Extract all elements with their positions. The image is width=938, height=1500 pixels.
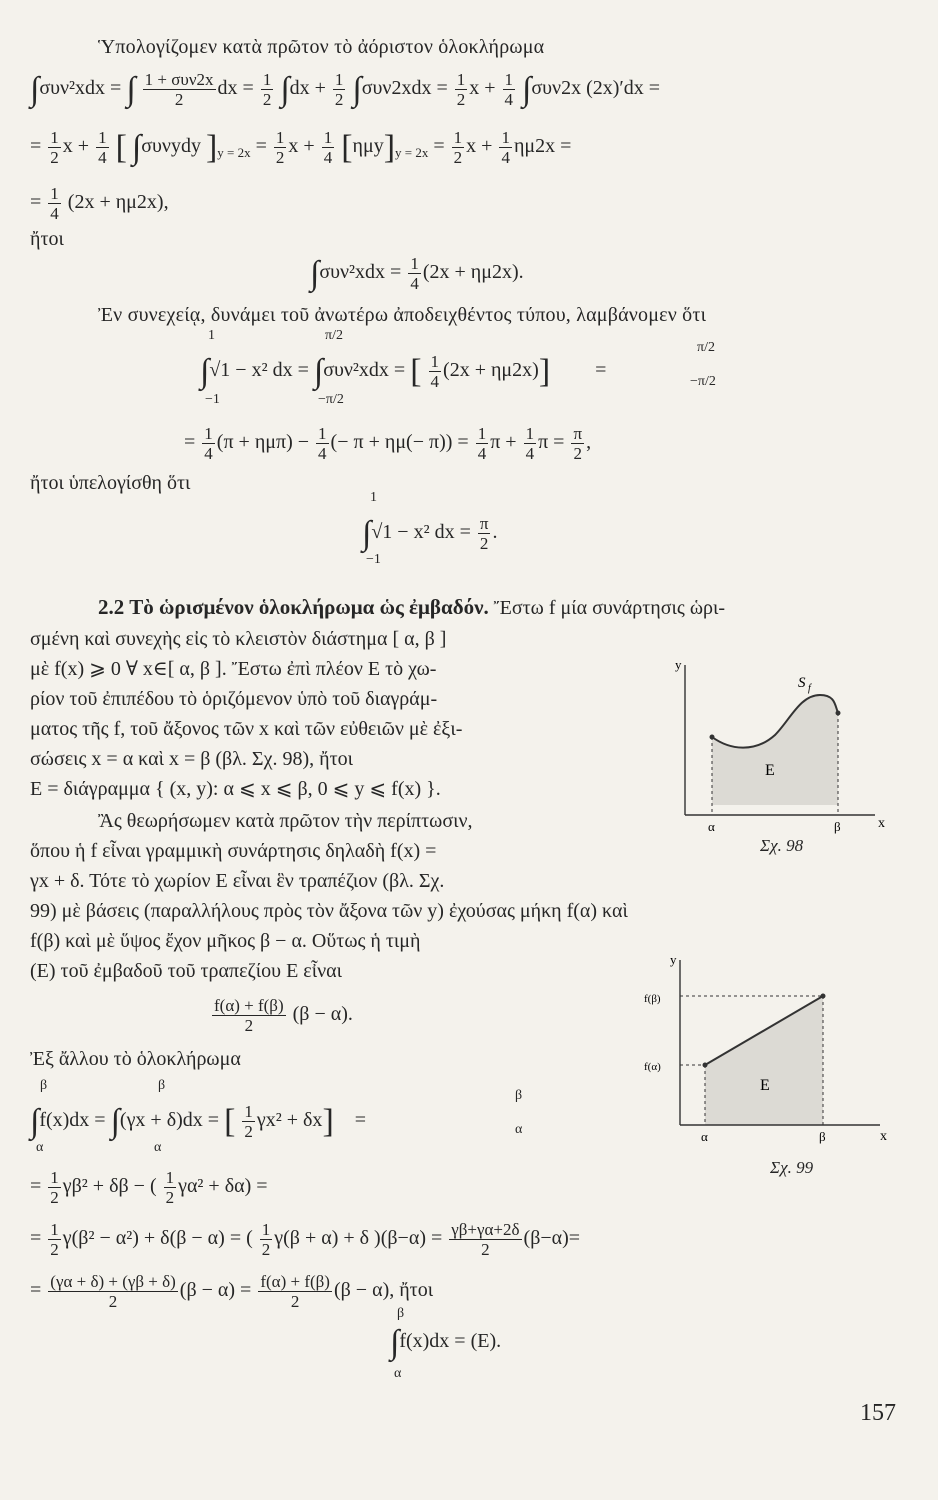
eq-part: = bbox=[595, 359, 607, 382]
numerator: 1 bbox=[261, 1220, 271, 1239]
integral-sign: ∫ bbox=[522, 71, 532, 109]
denominator: 4 bbox=[318, 444, 327, 463]
numerator: π bbox=[479, 514, 489, 533]
eq-part: συν²xdx = bbox=[323, 359, 411, 382]
upper-limit: 1 bbox=[208, 328, 215, 343]
section-title: Τὸ ὡρισμένον ὁλοκλήρωμα ὡς ἐμβαδόν. bbox=[129, 595, 489, 619]
denominator: 2 bbox=[108, 1292, 118, 1311]
fraction bbox=[455, 70, 468, 109]
eq-part: π + bbox=[490, 431, 522, 454]
equation-line-6: = $\frac{1}{4}$ (π + ημπ) − $\frac{1}{4}$ (− π + ημ(− π)) = $\frac{1}{4}$ π + $\frac{1}{4}$ π = $\frac{\pi}{2}$ , bbox=[184, 424, 592, 463]
upper-limit: β bbox=[397, 1306, 405, 1321]
equation-line-13 bbox=[390, 1324, 502, 1361]
denominator: 4 bbox=[501, 148, 510, 167]
lower-limit: −π/2 bbox=[690, 374, 716, 389]
eq-part: ημ2x = bbox=[513, 135, 572, 158]
fraction bbox=[258, 1272, 332, 1311]
eq-part: (β − α). bbox=[292, 1003, 353, 1026]
f-beta-label: f(β) bbox=[644, 993, 661, 1005]
fraction bbox=[322, 128, 335, 167]
numerator: 1 bbox=[504, 70, 514, 89]
figure-99 bbox=[640, 950, 900, 1150]
numerator: f(α) + f(β) bbox=[214, 996, 284, 1015]
fraction bbox=[429, 352, 442, 391]
equation-line-4 bbox=[310, 254, 524, 293]
area-label: E bbox=[760, 1077, 770, 1094]
area-fill bbox=[712, 695, 838, 805]
beta-label: β bbox=[834, 819, 841, 834]
denominator: 2 bbox=[290, 1292, 300, 1311]
section-heading-line bbox=[98, 594, 725, 621]
integral-sign: ∫ bbox=[362, 515, 372, 553]
fraction bbox=[260, 1220, 273, 1259]
numerator: (γα + δ) + (γβ + δ) bbox=[50, 1272, 176, 1291]
denominator: 4 bbox=[430, 372, 440, 391]
numerator: π bbox=[573, 424, 583, 443]
itoi-text: ἤτοι bbox=[30, 228, 64, 250]
fraction bbox=[242, 1102, 255, 1141]
bracket-right: ] bbox=[205, 129, 218, 167]
denominator: 2 bbox=[50, 1188, 59, 1207]
fraction bbox=[48, 184, 61, 223]
eq-part: x + bbox=[62, 135, 95, 158]
eq-part: συν2xdx = bbox=[361, 77, 453, 100]
alpha-label: α bbox=[701, 1129, 708, 1144]
paragraph-line: E = διάγραμμα { (x, y): α ⩽ x ⩽ β, 0 ⩽ y ⩽ f(x) }. bbox=[30, 778, 441, 800]
fraction bbox=[164, 1168, 177, 1207]
denominator: 4 bbox=[204, 444, 213, 463]
fraction bbox=[48, 1220, 61, 1259]
eq-part: f(x)dx = bbox=[39, 1109, 111, 1132]
eq-part: f(x)dx = (E). bbox=[399, 1330, 502, 1352]
denominator: 2 bbox=[481, 1240, 490, 1259]
paragraph-line: (E) τοῦ ἐμβαδοῦ τοῦ τραπεζίου E εἶναι bbox=[30, 960, 342, 982]
eq-part: (2x + ημ2x) bbox=[443, 359, 539, 382]
paragraph-line: ὅπου ἡ f εἶναι γραμμικὴ συνάρτησις δηλαδὴ f(x) = bbox=[30, 840, 437, 862]
numerator: 1 bbox=[98, 128, 107, 147]
integral-sign: ∫ bbox=[313, 353, 324, 391]
fraction bbox=[48, 128, 61, 167]
eq-part: x + bbox=[466, 135, 498, 158]
paragraph-line: ρίον τοῦ ἐπιπέδου τὸ ὁριζόμενον ὑπὸ τοῦ διαγράμ- bbox=[30, 688, 438, 710]
denominator: 4 bbox=[504, 90, 514, 109]
lower-limit: −1 bbox=[205, 392, 220, 407]
fraction bbox=[524, 424, 537, 463]
eq-part: (2x + ημ2x). bbox=[422, 261, 524, 284]
upper-limit: β bbox=[515, 1088, 523, 1103]
curve-label: S bbox=[798, 675, 806, 691]
eq-part: x + bbox=[288, 135, 320, 158]
beta-label: β bbox=[819, 1129, 826, 1144]
denominator: 2 bbox=[573, 444, 583, 463]
equation-line-11 bbox=[30, 1220, 580, 1259]
denominator: 4 bbox=[50, 204, 59, 223]
denominator: 4 bbox=[525, 444, 535, 463]
eq-part: γx² + δx bbox=[256, 1109, 323, 1132]
fraction bbox=[48, 1272, 178, 1311]
bracket-left: [ bbox=[341, 129, 353, 167]
numerator: 1 bbox=[501, 128, 510, 147]
upper-limit: π/2 bbox=[325, 328, 343, 343]
intro-text: Ὑπολογίζομεν κατὰ πρῶτον τὸ ἀόριστον ὁλοκλήρωμα bbox=[98, 36, 545, 58]
fraction bbox=[503, 70, 516, 109]
section-number: 2.2 bbox=[98, 595, 125, 619]
lower-limit: −π/2 bbox=[318, 392, 344, 407]
point-b bbox=[821, 994, 826, 999]
fraction bbox=[571, 424, 584, 463]
eq-part: (2x + ημ2x), bbox=[67, 191, 169, 214]
y-label: y bbox=[675, 657, 682, 672]
fraction bbox=[261, 70, 274, 109]
eq-part: = bbox=[255, 135, 272, 158]
fraction bbox=[274, 128, 287, 167]
subscript: y = 2x bbox=[217, 145, 251, 161]
denominator: 2 bbox=[479, 534, 489, 553]
paragraph-line: Ἂς θεωρήσωμεν κατὰ πρῶτον τὴν περίπτωσιν, bbox=[98, 810, 473, 832]
paragraph-line: ματος τῆς f, τοῦ ἄξονος τῶν x καὶ τῶν εὐθειῶν μὲ ἐξι- bbox=[30, 718, 463, 740]
equation-line-1 bbox=[30, 70, 660, 109]
f-alpha-label: f(α) bbox=[644, 1061, 661, 1073]
curve-subscript: f bbox=[808, 683, 811, 694]
fraction bbox=[476, 424, 489, 463]
lower-limit: α bbox=[36, 1140, 44, 1155]
paragraph-line: σμένη καὶ συνεχὴς εἰς τὸ κλειστὸν διάστημα [ α, β ] bbox=[30, 628, 447, 650]
numerator: 1 bbox=[165, 1168, 175, 1187]
eq-part: = bbox=[30, 135, 47, 158]
denominator: 4 bbox=[410, 274, 419, 293]
eq-part: γ(β² − α²) + δ(β − α) = ( bbox=[62, 1227, 258, 1250]
x-label: x bbox=[878, 816, 885, 831]
lower-limit: α bbox=[394, 1366, 402, 1381]
paragraph-line: μὲ f(x) ⩾ 0 ∀ x∈[ α, β ]. Ἔστω ἐπὶ πλέον E τὸ χω- bbox=[30, 658, 437, 680]
eq-part: γα² + δα) = bbox=[178, 1175, 268, 1198]
numerator: 1 bbox=[318, 424, 327, 443]
denominator: 2 bbox=[165, 1188, 175, 1207]
integral-sign: ∫ bbox=[352, 71, 362, 109]
fraction bbox=[499, 128, 512, 167]
eq-part: (− π + ημ(− π)) = bbox=[330, 431, 474, 454]
equation-line-7: ∫√1 − x² dx = $\frac{\pi}{2}$ . bbox=[362, 514, 498, 553]
fraction bbox=[143, 70, 216, 109]
denominator: 2 bbox=[244, 1122, 253, 1141]
area-fill bbox=[705, 996, 823, 1125]
numerator: 1 bbox=[334, 70, 344, 89]
numerator: 1 bbox=[453, 128, 463, 147]
numerator: 1 bbox=[50, 184, 59, 203]
lower-limit: −1 bbox=[366, 552, 381, 567]
eq-part: = bbox=[184, 431, 201, 454]
denominator: 2 bbox=[50, 148, 59, 167]
figure-98 bbox=[660, 655, 900, 835]
eq-part: dx = bbox=[217, 77, 259, 100]
eq-part: γβ² + δβ − ( bbox=[62, 1175, 157, 1198]
eq-part: (β − α), ἤτοι bbox=[333, 1279, 434, 1302]
eq-part: = bbox=[433, 135, 450, 158]
upper-limit: β bbox=[158, 1078, 166, 1093]
eq-part: γ(β + α) + δ )(β−α) = bbox=[274, 1227, 448, 1250]
fraction bbox=[48, 1168, 61, 1207]
integral-sign: ∫ bbox=[280, 71, 290, 109]
paragraph-line: Ἐξ ἄλλου τὸ ὁλοκλήρωμα bbox=[30, 1048, 241, 1070]
denominator: 4 bbox=[477, 444, 487, 463]
paragraph-text: Ἔστω f μία συνάρτησις ὡρι- bbox=[488, 597, 726, 619]
area-label: E bbox=[765, 762, 775, 779]
x-label: x bbox=[880, 1129, 887, 1144]
denominator: 2 bbox=[50, 1240, 59, 1259]
equation-line-2 bbox=[30, 128, 571, 167]
eq-part: = bbox=[30, 1227, 47, 1250]
point-b bbox=[836, 711, 841, 716]
eq-part: = bbox=[354, 1109, 367, 1132]
bracket-left: [ bbox=[115, 129, 127, 167]
numerator: 1 bbox=[244, 1102, 253, 1121]
eq-part: (π + ημπ) − bbox=[216, 431, 315, 454]
integral-sign: ∫ bbox=[200, 353, 210, 391]
figure-99-caption: Σχ. 99 bbox=[770, 1158, 814, 1177]
numerator: γβ+γα+2δ bbox=[451, 1220, 520, 1239]
point-a bbox=[710, 735, 715, 740]
paragraph-line: γx + δ. Τότε τὸ χωρίον E εἶναι ἓν τραπέζιον (βλ. Σχ. bbox=[30, 870, 445, 892]
eq-part: ημy bbox=[352, 135, 384, 158]
fraction bbox=[333, 70, 346, 109]
eq-part: συν²xdx = bbox=[39, 77, 127, 100]
numerator: 1 bbox=[275, 128, 285, 147]
numerator: 1 bbox=[525, 424, 535, 443]
numerator: 1 bbox=[456, 70, 466, 89]
paragraph-line: f(β) καὶ μὲ ὕψος ἔχον μῆκος β − α. Οὕτως ἡ τιμὴ bbox=[30, 930, 421, 952]
denominator: 2 bbox=[456, 90, 466, 109]
denominator: 4 bbox=[98, 148, 107, 167]
denominator: 2 bbox=[261, 1240, 271, 1259]
denominator: 2 bbox=[244, 1016, 254, 1035]
eq-part: συν2x (2x)′dx = bbox=[531, 77, 661, 100]
numerator: 1 bbox=[410, 254, 419, 273]
numerator: 1 bbox=[50, 128, 59, 147]
numerator: 1 bbox=[262, 70, 272, 89]
numerator: 1 bbox=[50, 1220, 59, 1239]
eq-part: = bbox=[30, 1279, 47, 1302]
equation-line-9 bbox=[30, 1102, 366, 1141]
eq-part: √1 − x² dx = bbox=[371, 521, 476, 544]
fraction bbox=[408, 254, 421, 293]
figure-98-caption: Σχ. 98 bbox=[760, 836, 804, 855]
paragraph-line: σώσεις x = α καὶ x = β (βλ. Σχ. 98), ἤτοι bbox=[30, 748, 353, 770]
alpha-label: α bbox=[708, 819, 715, 834]
equation-line-3 bbox=[30, 184, 169, 223]
eq-part: = bbox=[30, 1175, 47, 1198]
eq-part: (γx + δ)dx = bbox=[119, 1109, 225, 1132]
integral-sign: ∫ bbox=[131, 129, 142, 167]
equation-line-5 bbox=[200, 352, 606, 391]
integral-sign: ∫ bbox=[110, 1103, 120, 1141]
bracket-right: ] bbox=[383, 129, 396, 167]
eq-part: συν²xdx = bbox=[319, 261, 407, 284]
y-label: y bbox=[670, 952, 677, 967]
integral-sign: ∫ bbox=[390, 1324, 400, 1361]
numerator: f(α) + f(β) bbox=[260, 1272, 330, 1291]
numerator: 1 bbox=[477, 424, 487, 443]
consequence-text: Ἐν συνεχείᾳ, δυνάμει τοῦ ἀνωτέρω ἀποδειχθέντος τύπου, λαμβάνομεν ὅτι bbox=[98, 304, 707, 326]
integral-sign: ∫ bbox=[310, 255, 320, 293]
point-a bbox=[703, 1063, 708, 1068]
page-number: 157 bbox=[860, 1400, 896, 1426]
fraction bbox=[452, 128, 465, 167]
bracket-right: ] bbox=[322, 1103, 334, 1141]
numerator: 1 bbox=[430, 352, 440, 371]
bracket-right: ] bbox=[538, 353, 551, 391]
numerator: 1 bbox=[323, 128, 333, 147]
denominator: 2 bbox=[275, 148, 285, 167]
paragraph-line: 99) μὲ βάσεις (παραλλήλους πρὸς τὸν ἄξονα τῶν y) ἐχούσας μήκη f(α) καὶ bbox=[30, 900, 628, 922]
fraction bbox=[202, 424, 215, 463]
eq-part: (β − α) = bbox=[179, 1279, 257, 1302]
fraction bbox=[449, 1220, 521, 1259]
lower-limit: α bbox=[154, 1140, 162, 1155]
denominator: 4 bbox=[323, 148, 333, 167]
eq-part: dx + bbox=[289, 77, 331, 100]
upper-limit: β bbox=[40, 1078, 48, 1093]
eq-part: √1 − x² dx = bbox=[209, 359, 314, 382]
denominator: 2 bbox=[262, 90, 272, 109]
subscript: y = 2x bbox=[395, 145, 429, 161]
eq-part: συνydy bbox=[141, 135, 201, 158]
itoi-calc-text: ἤτοι ὑπελογίσθη ὅτι bbox=[30, 472, 191, 494]
lower-limit: α bbox=[515, 1122, 523, 1137]
eq-part: x + bbox=[469, 77, 501, 100]
upper-limit: 1 bbox=[370, 490, 377, 505]
eq-part: = bbox=[30, 191, 47, 214]
eq-part: π = bbox=[538, 431, 570, 454]
integral-sign: ∫ bbox=[30, 1103, 40, 1141]
denominator: 2 bbox=[334, 90, 344, 109]
fraction bbox=[96, 128, 109, 167]
equation-trapezoid bbox=[210, 996, 353, 1035]
numerator: 1 bbox=[50, 1168, 59, 1187]
equation-line-10 bbox=[30, 1168, 268, 1207]
denominator: 2 bbox=[174, 90, 184, 109]
bracket-left: [ bbox=[224, 1103, 236, 1141]
fraction bbox=[212, 996, 286, 1035]
equation-line-12 bbox=[30, 1272, 433, 1311]
denominator: 2 bbox=[453, 148, 463, 167]
fraction bbox=[478, 514, 491, 553]
numerator: 1 + συν2x bbox=[144, 70, 214, 89]
integral-sign: ∫ bbox=[30, 71, 40, 109]
upper-limit: π/2 bbox=[697, 340, 715, 355]
bracket-left: [ bbox=[410, 353, 422, 391]
eq-part: (β−α)= bbox=[523, 1227, 581, 1250]
fraction bbox=[316, 424, 329, 463]
numerator: 1 bbox=[204, 424, 213, 443]
integral-sign: ∫ bbox=[126, 71, 136, 109]
